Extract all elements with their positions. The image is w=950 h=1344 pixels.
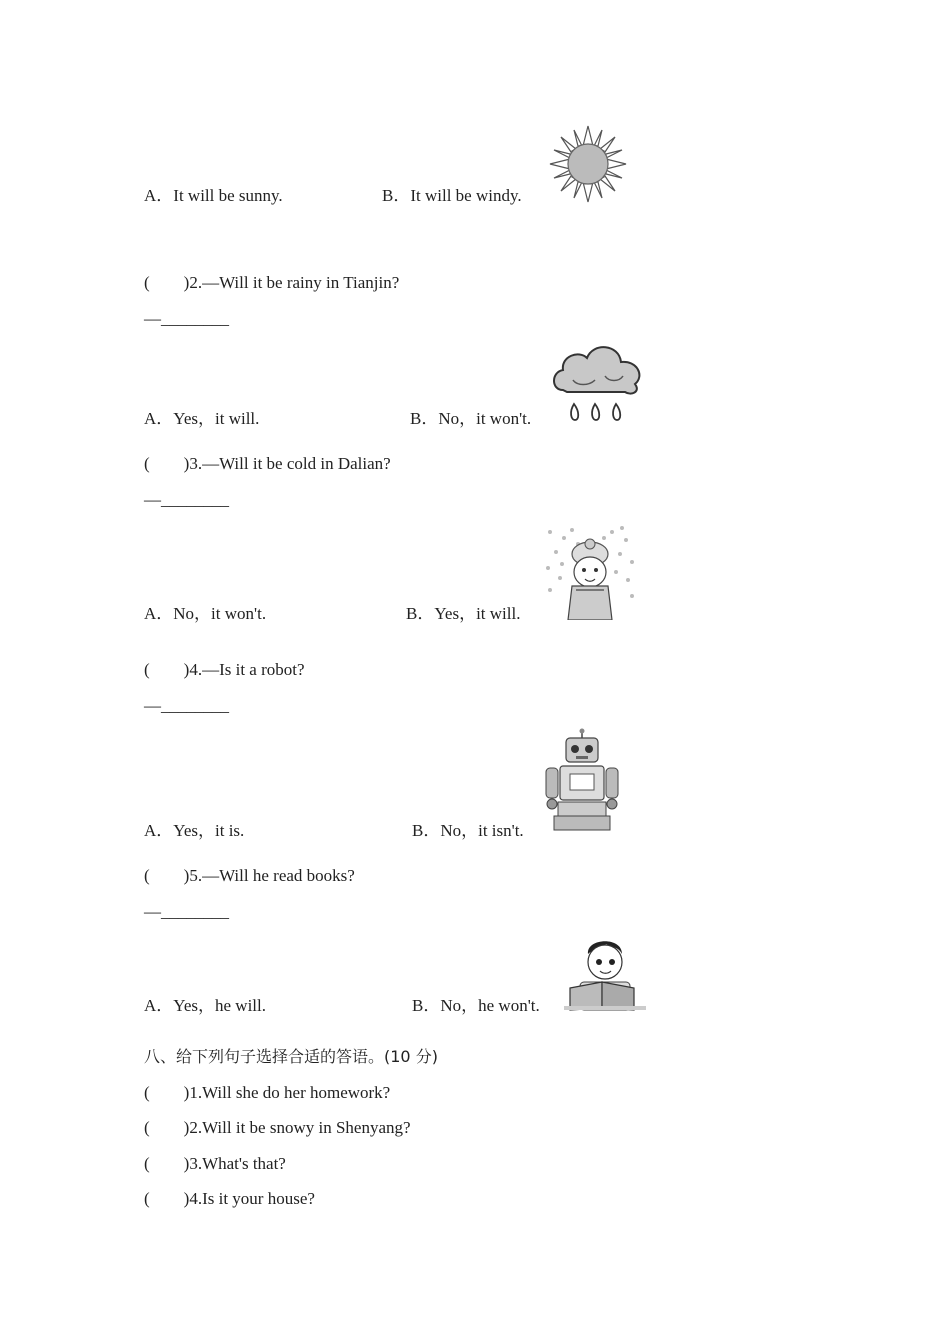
q4-question: ( )4.—Is it a robot?	[144, 660, 305, 679]
q5-option-a: A．Yes，he will.	[144, 996, 267, 1015]
boy-reading-icon	[562, 932, 648, 1012]
q4-answer-blank: —________	[144, 696, 229, 715]
q5-question: ( )5.—Will he read books?	[144, 866, 355, 885]
q4-option-a: A．Yes，it is.	[144, 821, 245, 840]
q1-option-a: A．It will be sunny.	[144, 186, 283, 205]
q2-question: ( )2.—Will it be rainy in Tianjin?	[144, 273, 400, 292]
section8-item-3: ( )3.What's that?	[144, 1154, 286, 1173]
q1-option-b: B．It will be windy.	[382, 186, 522, 205]
section8-item-1: ( )1.Will she do her homework?	[144, 1083, 391, 1102]
q2-option-b: B．No，it won't.	[410, 409, 532, 428]
section8-heading: 八、给下列句子选择合适的答语。(10 分)	[144, 1047, 438, 1066]
section8-item-4: ( )4.Is it your house?	[144, 1189, 315, 1208]
q3-option-b: B．Yes，it will.	[406, 604, 521, 623]
child-in-snow-icon	[542, 524, 638, 620]
robot-icon	[542, 728, 622, 834]
rain-cloud-icon	[549, 340, 647, 428]
section8-item-2: ( )2.Will it be snowy in Shenyang?	[144, 1118, 411, 1137]
q4-option-b: B．No，it isn't.	[412, 821, 524, 840]
q3-answer-blank: —________	[144, 490, 229, 509]
q3-option-a: A．No，it won't.	[144, 604, 267, 623]
q2-option-a: A．Yes，it will.	[144, 409, 260, 428]
q5-answer-blank: —________	[144, 902, 229, 921]
q5-option-b: B．No，he won't.	[412, 996, 540, 1015]
q2-answer-blank: —________	[144, 309, 229, 328]
q3-question: ( )3.—Will it be cold in Dalian?	[144, 454, 391, 473]
sun-icon	[548, 124, 628, 204]
